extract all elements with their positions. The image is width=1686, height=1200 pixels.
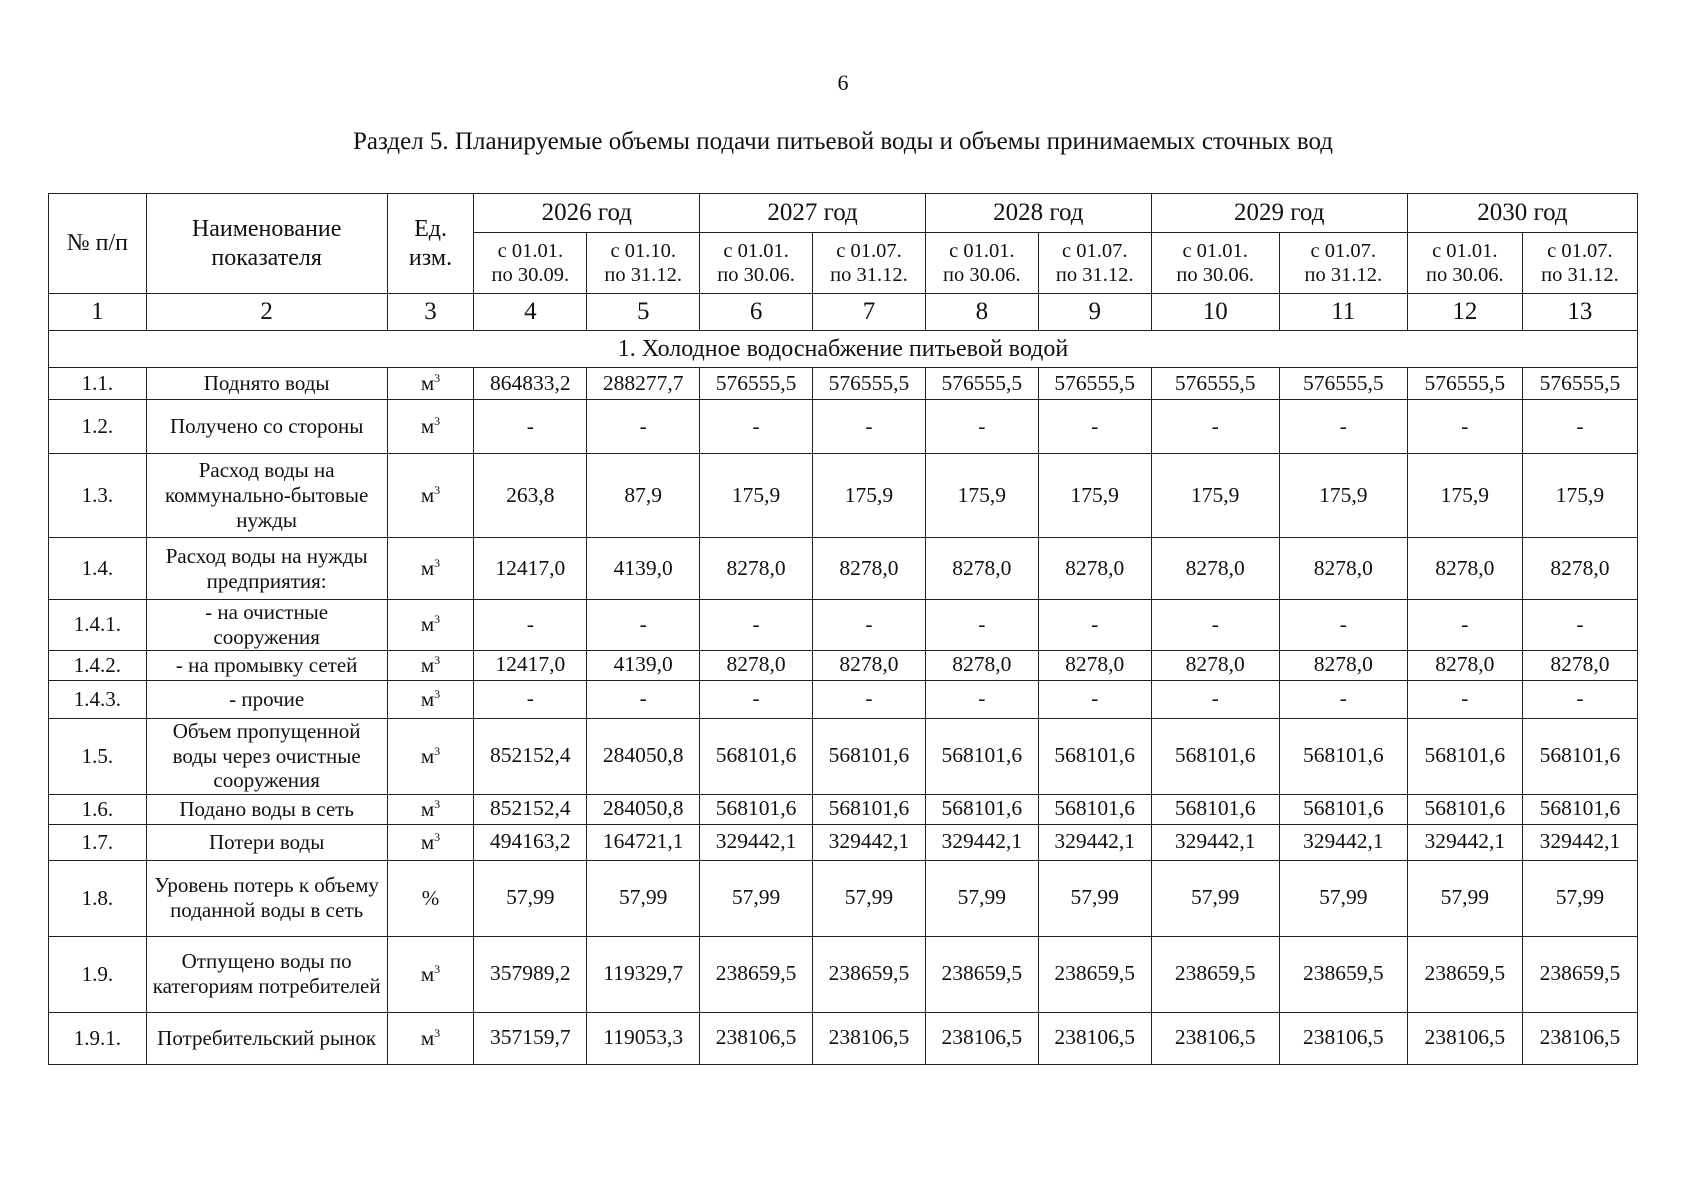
table-cell: 8278,0	[700, 538, 813, 600]
table-cell: -	[700, 600, 813, 651]
section-row-title: 1. Холодное водоснабжение питьевой водой	[49, 331, 1638, 368]
column-number: 10	[1151, 294, 1279, 331]
column-number: 2	[146, 294, 387, 331]
table-cell: -	[813, 600, 926, 651]
table-cell: 568101,6	[925, 794, 1038, 824]
table-cell: 329442,1	[1407, 824, 1522, 860]
table-cell: -	[1522, 680, 1637, 718]
header-period	[1279, 233, 1407, 294]
table-cell: 4139,0	[587, 538, 700, 600]
table-cell: 175,9	[1151, 454, 1279, 538]
table-cell: -	[925, 600, 1038, 651]
row-name: Потребительский рынок	[146, 1012, 387, 1064]
header-year: 2026 год	[474, 194, 700, 233]
unit-superscript: 3	[434, 796, 441, 811]
table-cell: 8278,0	[1151, 650, 1279, 680]
table-cell: 852152,4	[474, 794, 587, 824]
table-cell: -	[700, 680, 813, 718]
water-volumes-table	[48, 193, 1638, 1065]
table-cell: 576555,5	[1407, 368, 1522, 400]
table-cell: 57,99	[1151, 860, 1279, 936]
table-cell: 329442,1	[813, 824, 926, 860]
unit-text: м	[420, 686, 435, 711]
table-cell: 576555,5	[925, 368, 1038, 400]
column-number: 3	[387, 294, 474, 331]
row-unit	[387, 680, 474, 718]
table-cell: -	[1038, 600, 1151, 651]
table-cell: 238659,5	[1407, 936, 1522, 1012]
column-number: 4	[474, 294, 587, 331]
unit-text: м	[420, 796, 435, 821]
page-number: 6	[837, 70, 849, 95]
table-cell: 576555,5	[813, 368, 926, 400]
table-cell: 57,99	[1038, 860, 1151, 936]
table-cell: 57,99	[813, 860, 926, 936]
table-cell: 568101,6	[1038, 794, 1151, 824]
row-number: 1.9.1.	[49, 1012, 147, 1064]
period-from: с 01.10.	[610, 239, 676, 262]
table-cell: 57,99	[474, 860, 587, 936]
table-cell: 329442,1	[925, 824, 1038, 860]
table-cell: 238106,5	[925, 1012, 1038, 1064]
table-cell: 8278,0	[925, 538, 1038, 600]
table-cell: 357989,2	[474, 936, 587, 1012]
table-cell: 57,99	[700, 860, 813, 936]
row-number: 1.3.	[49, 454, 147, 538]
table-cell: 329442,1	[1151, 824, 1279, 860]
table-cell: 175,9	[700, 454, 813, 538]
table-cell: 284050,8	[587, 718, 700, 794]
table-cell: 568101,6	[1522, 718, 1637, 794]
table-cell: 238659,5	[1522, 936, 1637, 1012]
table-cell: -	[1279, 680, 1407, 718]
table-cell: 568101,6	[925, 718, 1038, 794]
unit-superscript: 3	[434, 556, 441, 571]
row-unit	[387, 824, 474, 860]
table-cell: 568101,6	[1151, 794, 1279, 824]
table-row	[49, 400, 1638, 454]
table-cell: 238106,5	[1038, 1012, 1151, 1064]
table-cell: 568101,6	[1151, 718, 1279, 794]
column-number: 11	[1279, 294, 1407, 331]
header-period	[1151, 233, 1279, 294]
table-cell: 288277,7	[587, 368, 700, 400]
table-cell: 12417,0	[474, 650, 587, 680]
row-number: 1.4.3.	[49, 680, 147, 718]
table-cell: 329442,1	[700, 824, 813, 860]
table-cell: 238659,5	[1151, 936, 1279, 1012]
table-cell: 576555,5	[1038, 368, 1151, 400]
table-row	[49, 454, 1638, 538]
table-cell: 576555,5	[1151, 368, 1279, 400]
header-period	[1522, 233, 1637, 294]
header-period	[1407, 233, 1522, 294]
table-row	[49, 650, 1638, 680]
row-number: 1.7.	[49, 824, 147, 860]
row-number: 1.9.	[49, 936, 147, 1012]
table-cell: 8278,0	[700, 650, 813, 680]
row-number: 1.4.2.	[49, 650, 147, 680]
table-cell: 238106,5	[1151, 1012, 1279, 1064]
header-period	[925, 233, 1038, 294]
unit-superscript: 3	[434, 612, 441, 627]
row-name: Поднято воды	[146, 368, 387, 400]
table-cell: 4139,0	[587, 650, 700, 680]
table-cell: 852152,4	[474, 718, 587, 794]
row-unit	[387, 400, 474, 454]
header-unit: Ед. изм.	[387, 194, 474, 294]
table-cell: -	[1407, 400, 1522, 454]
table-cell: 238106,5	[813, 1012, 926, 1064]
header-period	[813, 233, 926, 294]
table-cell: 164721,1	[587, 824, 700, 860]
table-cell: 12417,0	[474, 538, 587, 600]
row-name: Потери воды	[146, 824, 387, 860]
table-cell: -	[1151, 600, 1279, 651]
row-unit	[387, 600, 474, 651]
unit-text: м	[420, 414, 435, 439]
header-period	[1038, 233, 1151, 294]
header-period	[474, 233, 587, 294]
row-unit	[387, 936, 474, 1012]
row-unit	[387, 368, 474, 400]
header-year: 2028 год	[925, 194, 1151, 233]
table-row	[49, 824, 1638, 860]
row-name: Отпущено воды по категориям потребителей	[146, 936, 387, 1012]
unit-text: м	[420, 1025, 435, 1050]
header-no: № п/п	[49, 194, 147, 294]
column-numbers-row	[49, 294, 1638, 331]
unit-superscript: 3	[434, 371, 441, 386]
table-cell: 568101,6	[1522, 794, 1637, 824]
table-cell: -	[1279, 600, 1407, 651]
table-cell: 576555,5	[1522, 368, 1637, 400]
unit-superscript: 3	[434, 414, 441, 429]
column-number: 5	[587, 294, 700, 331]
table-cell: -	[587, 400, 700, 454]
period-from: с 01.07.	[1061, 239, 1128, 262]
section-title: Раздел 5. Планируемые объемы подачи питьевой воды и объемы принимаемых сточных вод	[352, 128, 1334, 155]
column-number: 9	[1038, 294, 1151, 331]
table-cell: 175,9	[1522, 454, 1637, 538]
table-cell: 238106,5	[700, 1012, 813, 1064]
table-cell: 238106,5	[1522, 1012, 1637, 1064]
table-row	[49, 600, 1638, 651]
unit-text: м	[420, 829, 435, 854]
table-cell: 238659,5	[925, 936, 1038, 1012]
unit-text: %	[421, 885, 440, 910]
row-unit	[387, 538, 474, 600]
row-name: - на промывку сетей	[146, 650, 387, 680]
table-row	[49, 680, 1638, 718]
table-cell: 8278,0	[1038, 538, 1151, 600]
row-name: Расход воды на коммунально-бытовые нужды	[146, 454, 387, 538]
section-row	[49, 331, 1638, 368]
period-to: по 30.09.	[491, 264, 570, 286]
table-cell: -	[813, 680, 926, 718]
table-row	[49, 936, 1638, 1012]
table-cell: -	[813, 400, 926, 454]
unit-superscript: 3	[434, 1025, 441, 1040]
table-row	[49, 368, 1638, 400]
table-cell: 57,99	[1522, 860, 1637, 936]
row-name: Получено со стороны	[146, 400, 387, 454]
row-number: 1.2.	[49, 400, 147, 454]
period-from: с 01.01.	[1182, 239, 1248, 262]
table-cell: -	[1151, 400, 1279, 454]
period-from: с 01.01.	[497, 239, 564, 262]
unit-text: м	[420, 612, 435, 637]
table-cell: -	[1038, 680, 1151, 718]
header-year: 2029 год	[1151, 194, 1407, 233]
row-unit	[387, 1012, 474, 1064]
table-row	[49, 538, 1638, 600]
table-cell: 8278,0	[1038, 650, 1151, 680]
unit-superscript: 3	[434, 483, 441, 498]
table-cell: 576555,5	[1279, 368, 1407, 400]
table-cell: -	[1151, 680, 1279, 718]
period-to: по 31.12.	[604, 264, 683, 286]
table-cell: 568101,6	[700, 718, 813, 794]
table-cell: -	[1038, 400, 1151, 454]
table-cell: 284050,8	[587, 794, 700, 824]
table-row	[49, 718, 1638, 794]
table-cell: 568101,6	[813, 794, 926, 824]
table-cell: 175,9	[1038, 454, 1151, 538]
header-period	[587, 233, 700, 294]
unit-text: м	[420, 483, 435, 508]
table-cell: -	[1407, 680, 1522, 718]
row-name: - на очистные сооружения	[146, 600, 387, 651]
header-year: 2030 год	[1407, 194, 1637, 233]
table-cell: 8278,0	[1151, 538, 1279, 600]
table-cell: 238659,5	[1279, 936, 1407, 1012]
table-row	[49, 794, 1638, 824]
unit-text: м	[420, 652, 435, 677]
unit-text: м	[420, 371, 435, 396]
unit-text: м	[420, 961, 435, 986]
table-cell: 8278,0	[1522, 538, 1637, 600]
unit-superscript: 3	[434, 961, 441, 976]
period-to: по 31.12.	[1055, 264, 1134, 286]
table-cell: 8278,0	[1407, 650, 1522, 680]
table-cell: 175,9	[1279, 454, 1407, 538]
period-to: по 30.06.	[943, 264, 1021, 286]
table-cell: 119053,3	[587, 1012, 700, 1064]
table-cell: 576555,5	[700, 368, 813, 400]
row-name: Уровень потерь к объему поданной воды в сеть	[146, 860, 387, 936]
unit-superscript: 3	[434, 652, 441, 667]
header-period	[700, 233, 813, 294]
table-cell: 357159,7	[474, 1012, 587, 1064]
table-cell: 568101,6	[1407, 794, 1522, 824]
table-cell: 119329,7	[587, 936, 700, 1012]
table-row	[49, 860, 1638, 936]
table-cell: 175,9	[925, 454, 1038, 538]
table-row	[49, 1012, 1638, 1064]
unit-text: м	[420, 556, 435, 581]
unit-superscript: 3	[434, 829, 441, 844]
table-cell: 238659,5	[700, 936, 813, 1012]
table-cell: 329442,1	[1522, 824, 1637, 860]
table-cell: -	[925, 680, 1038, 718]
table-cell: -	[1522, 400, 1637, 454]
column-number: 1	[49, 294, 147, 331]
period-from: с 01.07.	[1310, 239, 1377, 262]
table-cell: 8278,0	[1279, 650, 1407, 680]
column-number: 13	[1522, 294, 1637, 331]
table-cell: 568101,6	[1038, 718, 1151, 794]
period-to: по 30.06.	[1426, 264, 1504, 286]
row-name: Объем пропущенной воды через очистные сооружения	[146, 718, 387, 794]
column-number: 12	[1407, 294, 1522, 331]
period-from: с 01.01.	[723, 239, 789, 262]
row-unit	[387, 794, 474, 824]
period-from: с 01.01.	[1432, 239, 1498, 262]
row-name: - прочие	[146, 680, 387, 718]
header-name: Наименование показателя	[146, 194, 387, 294]
table-cell: 8278,0	[813, 650, 926, 680]
table-cell: 57,99	[925, 860, 1038, 936]
table-cell: -	[1279, 400, 1407, 454]
row-unit	[387, 650, 474, 680]
table-cell: -	[700, 400, 813, 454]
row-number: 1.6.	[49, 794, 147, 824]
row-unit	[387, 860, 474, 936]
table-cell: 8278,0	[925, 650, 1038, 680]
table-cell: 175,9	[813, 454, 926, 538]
table-cell: 238106,5	[1407, 1012, 1522, 1064]
table-cell: -	[1522, 600, 1637, 651]
table-cell: 263,8	[474, 454, 587, 538]
table-cell: 8278,0	[1279, 538, 1407, 600]
table-cell: -	[925, 400, 1038, 454]
unit-superscript: 3	[434, 743, 441, 758]
table-cell: -	[474, 600, 587, 651]
table-cell: 329442,1	[1038, 824, 1151, 860]
table-cell: -	[1407, 600, 1522, 651]
table-cell: 8278,0	[813, 538, 926, 600]
table-cell: 238659,5	[1038, 936, 1151, 1012]
table-cell: 57,99	[1407, 860, 1522, 936]
unit-text: м	[420, 743, 435, 768]
row-number: 1.4.1.	[49, 600, 147, 651]
table-cell: 8278,0	[1407, 538, 1522, 600]
period-from: с 01.01.	[949, 239, 1015, 262]
table-cell: 864833,2	[474, 368, 587, 400]
row-unit	[387, 718, 474, 794]
period-from: с 01.07.	[1547, 239, 1613, 262]
column-number: 7	[813, 294, 926, 331]
header-years-row	[49, 194, 1638, 233]
period-from: с 01.07.	[836, 239, 902, 262]
row-name: Расход воды на нужды предприятия:	[146, 538, 387, 600]
table-cell: 238106,5	[1279, 1012, 1407, 1064]
row-number: 1.5.	[49, 718, 147, 794]
table-cell: 87,9	[587, 454, 700, 538]
table-cell: -	[474, 680, 587, 718]
row-number: 1.1.	[49, 368, 147, 400]
table-cell: 238659,5	[813, 936, 926, 1012]
period-to: по 31.12.	[1541, 264, 1619, 286]
table-cell: 568101,6	[1407, 718, 1522, 794]
row-name: Подано воды в сеть	[146, 794, 387, 824]
table-cell: 568101,6	[1279, 718, 1407, 794]
header-year: 2027 год	[700, 194, 926, 233]
period-to: по 30.06.	[717, 264, 795, 286]
period-to: по 30.06.	[1176, 264, 1254, 286]
table-cell: 57,99	[1279, 860, 1407, 936]
table-cell: 8278,0	[1522, 650, 1637, 680]
period-to: по 31.12.	[1304, 264, 1383, 286]
column-number: 8	[925, 294, 1038, 331]
table-cell: 568101,6	[813, 718, 926, 794]
unit-superscript: 3	[434, 686, 441, 701]
table-cell: 494163,2	[474, 824, 587, 860]
table-cell: 329442,1	[1279, 824, 1407, 860]
period-to: по 31.12.	[830, 264, 908, 286]
row-number: 1.8.	[49, 860, 147, 936]
column-number: 6	[700, 294, 813, 331]
row-unit	[387, 454, 474, 538]
table-cell: 175,9	[1407, 454, 1522, 538]
table-cell: -	[587, 600, 700, 651]
table-cell: 568101,6	[700, 794, 813, 824]
table-cell: 57,99	[587, 860, 700, 936]
table-cell: -	[474, 400, 587, 454]
table-cell: -	[587, 680, 700, 718]
row-number: 1.4.	[49, 538, 147, 600]
table-cell: 568101,6	[1279, 794, 1407, 824]
